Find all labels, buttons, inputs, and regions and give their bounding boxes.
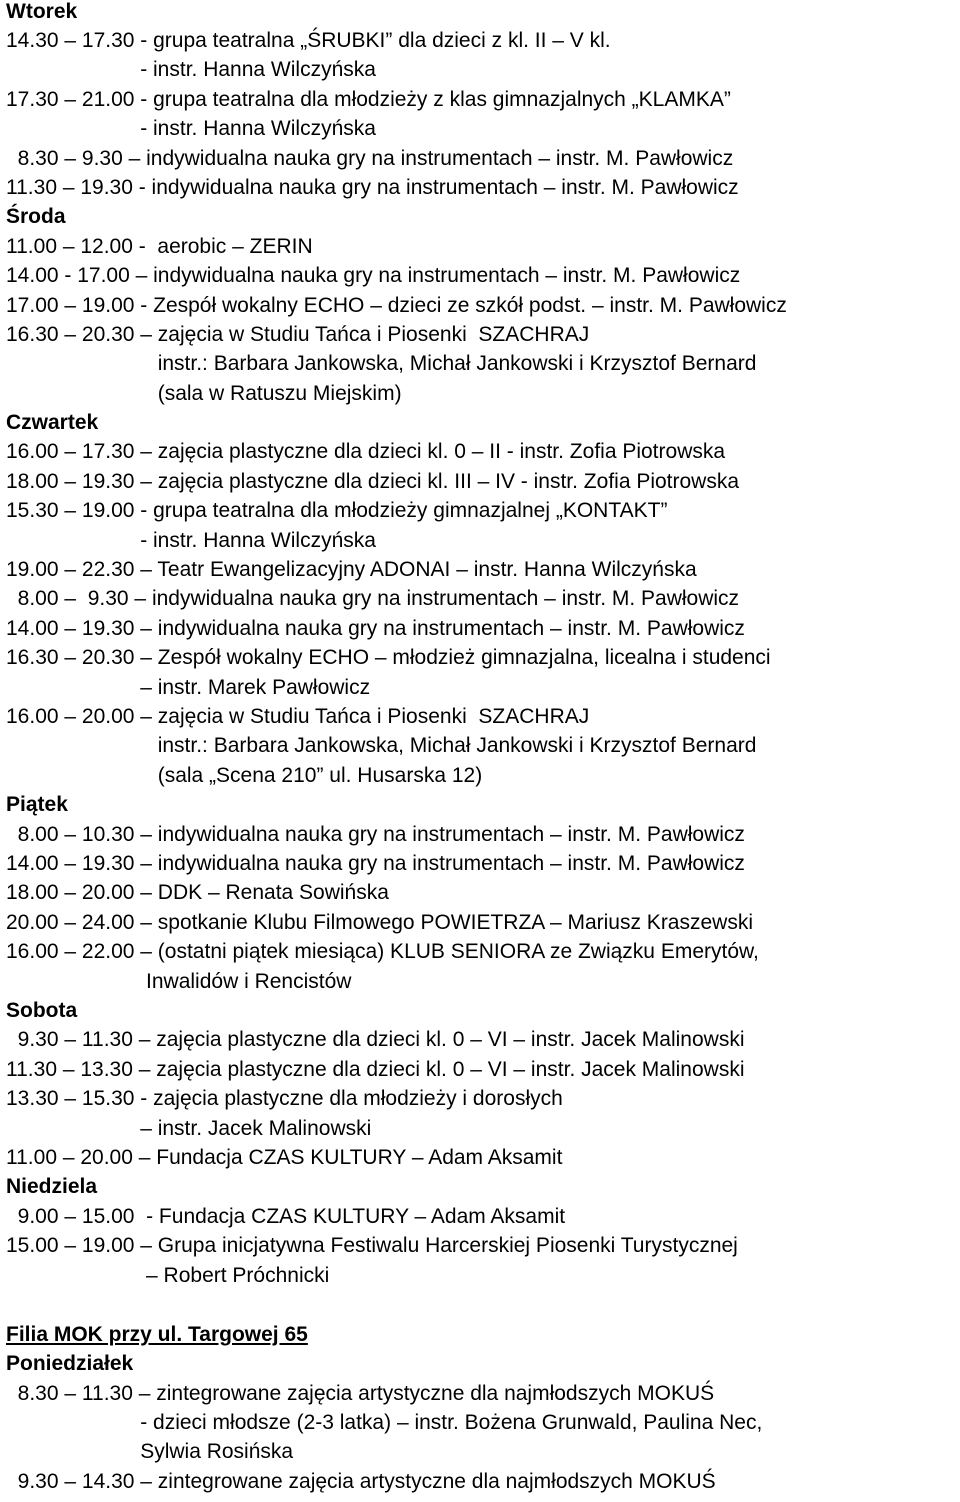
schedule-line: 17.00 – 19.00 - Zespół wokalny ECHO – dzieci ze szkół podst. – instr. M. Pawłowicz — [6, 294, 787, 317]
schedule-line: 14.00 - 17.00 – indywidualna nauka gry na instrumentach – instr. M. Pawłowicz — [6, 264, 741, 287]
schedule-line: – Robert Próchnicki — [6, 1264, 330, 1287]
schedule-line: 9.00 – 15.00 - Fundacja CZAS KULTURY – Adam Aksamit — [6, 1205, 566, 1228]
schedule-line: 20.00 – 24.00 – spotkanie Klubu Filmowego POWIETRZA – Mariusz Kraszewski — [6, 911, 753, 934]
schedule-line: 17.30 – 21.00 - grupa teatralna dla młodzieży z klas gimnazjalnych „KLAMKA” — [6, 88, 731, 111]
schedule-line: 14.00 – 19.30 – indywidualna nauka gry na instrumentach – instr. M. Pawłowicz — [6, 617, 745, 640]
day-heading-friday: Piątek — [6, 793, 68, 816]
schedule-line: instr.: Barbara Jankowska, Michał Jankowski i Krzysztof Bernard — [6, 352, 757, 375]
schedule-document — [6, 0, 956, 1502]
schedule-line: - instr. Hanna Wilczyńska — [6, 529, 376, 552]
schedule-line: 16.00 – 20.00 – zajęcia w Studiu Tańca i Piosenki SZACHRAJ — [6, 705, 590, 728]
schedule-line: 15.00 – 19.00 – Grupa inicjatywna Festiwalu Harcerskiej Piosenki Turystycznej — [6, 1234, 738, 1257]
schedule-line: (sala „Scena 210” ul. Husarska 12) — [6, 764, 483, 787]
schedule-line: 11.00 – 20.00 – Fundacja CZAS KULTURY – Adam Aksamit — [6, 1146, 563, 1169]
schedule-line: 19.00 – 22.30 – Teatr Ewangelizacyjny ADONAI – instr. Hanna Wilczyńska — [6, 558, 697, 581]
schedule-line: 11.30 – 19.30 - indywidualna nauka gry na instrumentach – instr. M. Pawłowicz — [6, 176, 739, 199]
schedule-line: 16.00 – 17.30 – zajęcia plastyczne dla dzieci kl. 0 – II - instr. Zofia Piotrowska — [6, 440, 726, 463]
schedule-line: Inwalidów i Rencistów — [6, 970, 352, 993]
schedule-line: 8.00 – 10.30 – indywidualna nauka gry na instrumentach – instr. M. Pawłowicz — [6, 823, 745, 846]
schedule-line: 9.30 – 11.30 – zajęcia plastyczne dla dzieci kl. 0 – VI – instr. Jacek Malinowski — [6, 1028, 745, 1051]
schedule-line: 8.30 – 9.30 – indywidualna nauka gry na instrumentach – instr. M. Pawłowicz — [6, 147, 734, 170]
schedule-line: – instr. Jacek Malinowski — [6, 1117, 372, 1140]
day-heading-tuesday: Wtorek — [6, 0, 78, 23]
branch-title: Filia MOK przy ul. Targowej 65 — [6, 1323, 308, 1346]
schedule-line: 9.30 – 14.30 – zintegrowane zajęcia artystyczne dla najmłodszych MOKUŚ — [6, 1470, 716, 1493]
schedule-line: 16.30 – 20.30 – Zespół wokalny ECHO – młodzież gimnazjalna, licealna i studenci — [6, 646, 771, 669]
schedule-line: 18.00 – 19.30 – zajęcia plastyczne dla dzieci kl. III – IV - instr. Zofia Piotrowska — [6, 470, 740, 493]
day-heading-saturday: Sobota — [6, 999, 78, 1022]
schedule-line: 8.00 – 9.30 – indywidualna nauka gry na instrumentach – instr. M. Pawłowicz — [6, 587, 740, 610]
schedule-line: - instr. Hanna Wilczyńska — [6, 117, 376, 140]
schedule-line: 16.30 – 20.30 – zajęcia w Studiu Tańca i Piosenki SZACHRAJ — [6, 323, 590, 346]
schedule-line: 14.30 – 17.30 - grupa teatralna „ŚRUBKI” dla dzieci z kl. II – V kl. — [6, 29, 611, 52]
schedule-line: Sylwia Rosińska — [6, 1440, 294, 1463]
day-heading-sunday: Niedziela — [6, 1175, 98, 1198]
day-heading-wednesday: Środa — [6, 205, 66, 228]
schedule-line: - instr. Hanna Wilczyńska — [6, 58, 376, 81]
schedule-line: 16.00 – 22.00 – (ostatni piątek miesiąca) KLUB SENIORA ze Związku Emerytów, — [6, 940, 759, 963]
schedule-line: 11.00 – 12.00 - aerobic – ZERIN — [6, 235, 313, 258]
day-heading-monday: Poniedziałek — [6, 1352, 134, 1375]
day-heading-thursday: Czwartek — [6, 411, 99, 434]
schedule-line: instr.: Barbara Jankowska, Michał Jankowski i Krzysztof Bernard — [6, 734, 757, 757]
schedule-line: 8.30 – 11.30 – zintegrowane zajęcia artystyczne dla najmłodszych MOKUŚ — [6, 1382, 715, 1405]
schedule-line: (sala w Ratuszu Miejskim) — [6, 382, 402, 405]
schedule-line: 14.00 – 19.30 – indywidualna nauka gry na instrumentach – instr. M. Pawłowicz — [6, 852, 745, 875]
schedule-line: 11.30 – 13.30 – zajęcia plastyczne dla dzieci kl. 0 – VI – instr. Jacek Malinowski — [6, 1058, 745, 1081]
schedule-line: – instr. Marek Pawłowicz — [6, 676, 371, 699]
schedule-line: 15.30 – 19.00 - grupa teatralna dla młodzieży gimnazjalnej „KONTAKT” — [6, 499, 668, 522]
schedule-line: 18.00 – 20.00 – DDK – Renata Sowińska — [6, 881, 389, 904]
schedule-line: 13.30 – 15.30 - zajęcia plastyczne dla młodzieży i dorosłych — [6, 1087, 563, 1110]
schedule-line: - dzieci młodsze (2-3 latka) – instr. Bożena Grunwald, Paulina Nec, — [6, 1411, 763, 1434]
